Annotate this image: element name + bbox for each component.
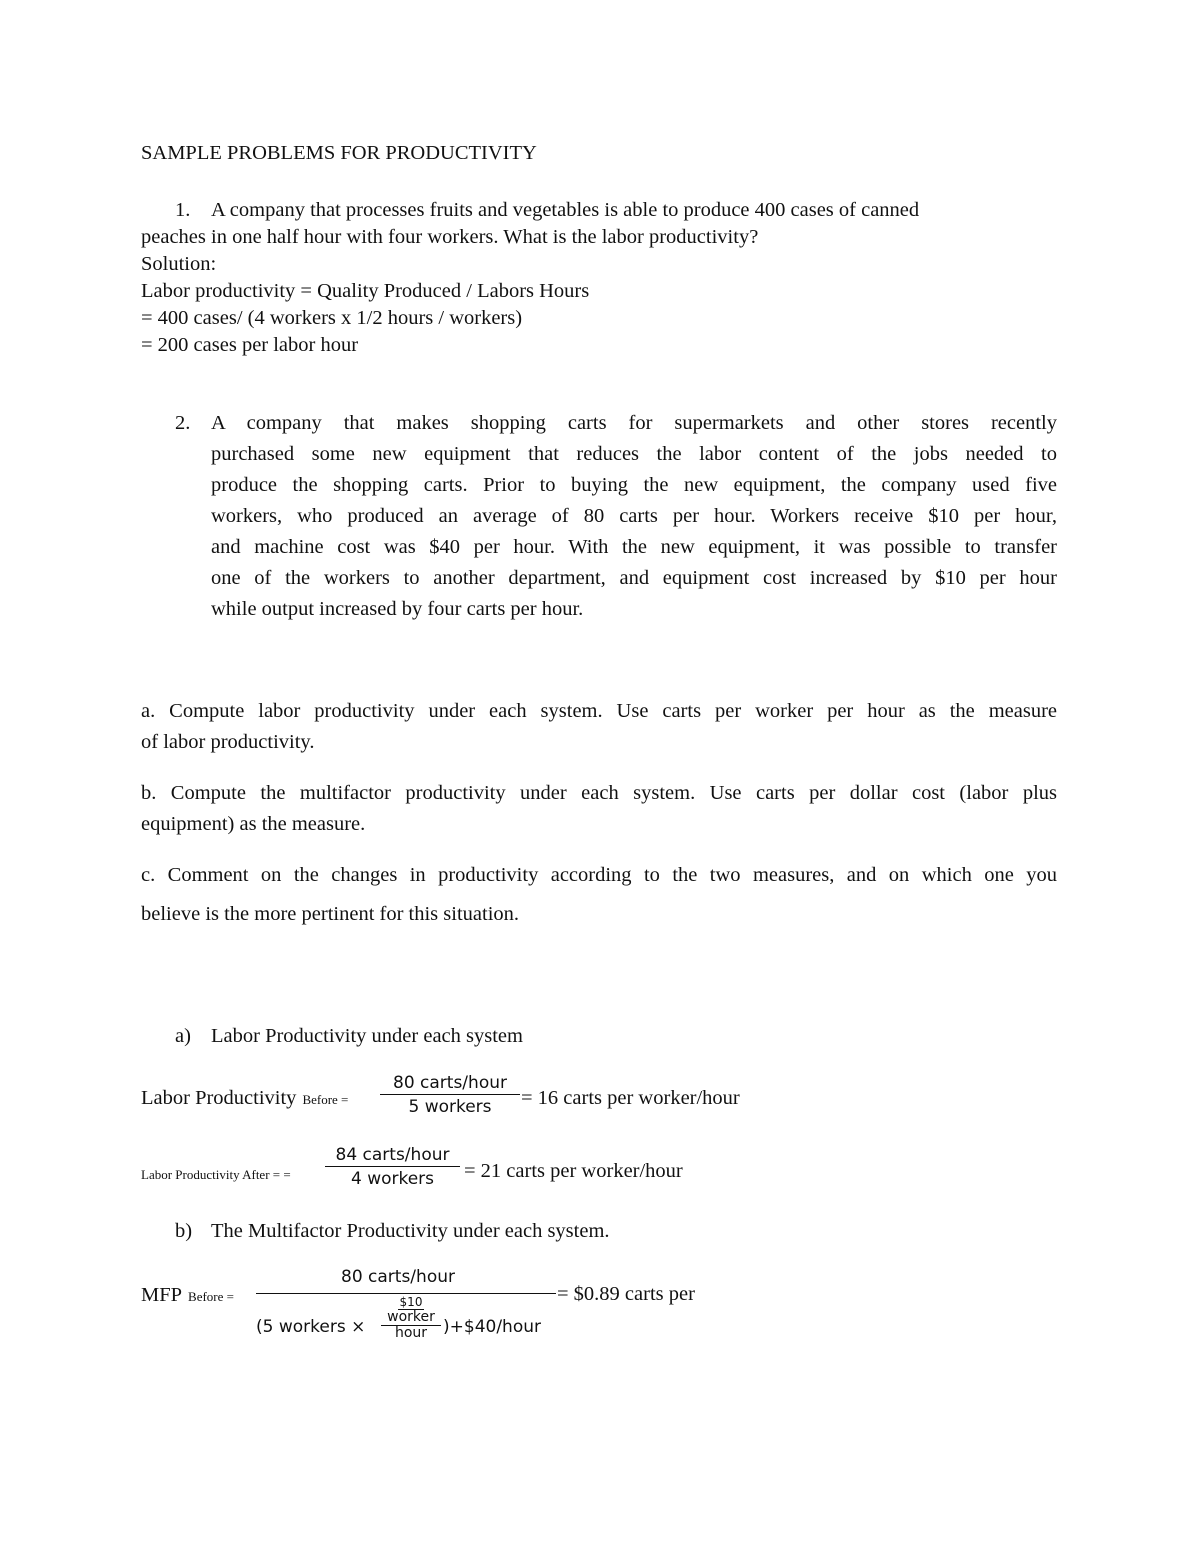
mfp-denominator-right: )+$40/hour [443,1317,541,1337]
question-c: believe is the more pertinent for this situation. [141,903,520,925]
fraction-bar [256,1293,556,1294]
problem-2-line: purchased some new equipment that reduces the labor content of the jobs needed to [211,443,1057,465]
lp-before-denominator: 5 workers [408,1097,492,1117]
lp-before-fraction [380,1072,520,1119]
mfp-result: = $0.89 carts per [557,1283,695,1305]
mfp-inner-numerator: $10 [399,1295,423,1309]
lp-before-result: = 16 carts per worker/hour [521,1087,740,1109]
answer-a-heading: Labor Productivity under each system [211,1025,523,1047]
problem-1-number: 1. [175,199,191,221]
problem-2-line: A company that makes shopping carts for supermarkets and other stores recently [211,412,1057,434]
question-a: a. Compute labor productivity under each system. Use carts per worker per hour as the measure [141,700,1057,722]
page-title: SAMPLE PROBLEMS FOR PRODUCTIVITY [141,142,537,164]
solution-label: Solution: [141,253,217,275]
problem-2-line: workers, who produced an average of 80 carts per hour. Workers receive $10 per hour, [211,505,1057,527]
mfp-before-label: MFP Before = [141,1284,234,1306]
lp-before-label: Labor Productivity Before = [141,1087,349,1109]
answer-b-label: b) [175,1220,193,1242]
solution-line: = 400 cases/ (4 workers x 1/2 hours / workers) [141,307,523,329]
lp-after-result: = 21 carts per worker/hour [464,1160,683,1182]
lp-before-numerator: 80 carts/hour [393,1073,507,1093]
solution-line: Labor productivity = Quality Produced / Labors Hours [141,280,590,302]
mfp-numerator: 80 carts/hour [341,1267,455,1287]
problem-2-line: and machine cost was $40 per hour. With the new equipment, it was possible to transfer [211,536,1057,558]
problem-1-line: peaches in one half hour with four workers. What is the labor productivity? [141,226,759,248]
lp-after-numerator: 84 carts/hour [335,1145,450,1165]
mfp-inner-middle: worker [387,1309,435,1325]
lp-after-label: Labor Productivity After = = [141,1167,291,1182]
lp-after-denominator: 4 workers [350,1169,435,1189]
answer-b-heading: The Multifactor Productivity under each system. [211,1220,610,1242]
problem-2-number: 2. [175,412,191,434]
question-c: c. Comment on the changes in productivity according to the two measures, and on which one you [141,864,1057,886]
question-a: of labor productivity. [141,731,315,753]
problem-2-line: one of the workers to another department, and equipment cost increased by $10 per hour [211,567,1057,589]
problem-2-line: produce the shopping carts. Prior to buying the new equipment, the company used five [211,474,1057,496]
problem-1-line: A company that processes fruits and vegetables is able to produce 400 cases of canned [211,199,920,221]
mfp-inner-fraction [381,1296,441,1341]
mfp-inner-denominator: hour [394,1325,428,1341]
question-b: equipment) as the measure. [141,813,366,835]
lp-after-fraction [325,1144,460,1191]
answer-a-label: a) [175,1025,191,1047]
solution-line: = 200 cases per labor hour [141,334,359,356]
problem-2-line: while output increased by four carts per hour. [211,598,584,620]
mfp-denominator-left: (5 workers × [256,1317,366,1337]
question-b: b. Compute the multifactor productivity under each system. Use carts per dollar cost (labor plus [141,782,1057,804]
